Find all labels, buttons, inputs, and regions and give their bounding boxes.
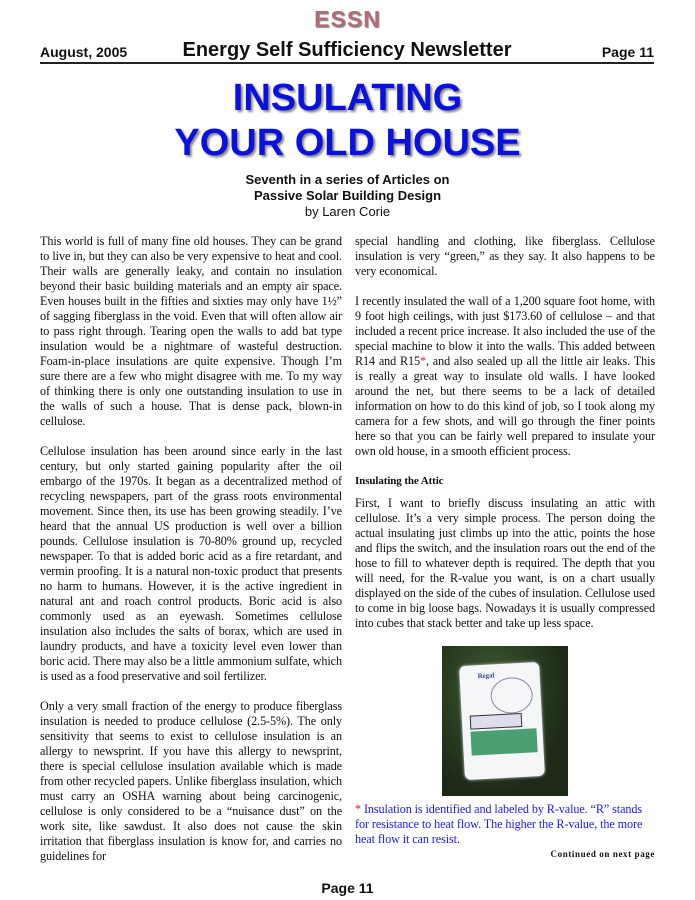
- title-line-2: YOUR OLD HOUSE: [174, 122, 521, 164]
- paragraph-text: I recently insulated the wall of a 1,200 square foot home, with 9 foot high ceilings, with just $173.60 of cellulose – and that included a recent price increase. It also included the use of the special machine to blow it into the walls. This added between R14 and R15: [355, 294, 655, 368]
- bag-brand: Regal: [477, 671, 495, 681]
- paragraph: special handling and clothing, like fiberglass. Cellulose insulation is very “green,” as they say. It also happens to be very economical.: [355, 234, 655, 278]
- bag-label-circle: [490, 676, 534, 714]
- page-number: Page 11: [601, 44, 654, 60]
- paragraph: [355, 294, 655, 459]
- footnote-text: Insulation is identified and labeled by R-value. “R” stands for resistance to heat flow. The higher the R-value, the more heat flow it can resist.: [355, 802, 643, 846]
- issue-date: August, 2005: [40, 44, 128, 60]
- subtitle-line-1: Seventh in a series of Articles on: [245, 172, 450, 187]
- section-heading: Insulating the Attic: [355, 475, 444, 487]
- house-graphic: [470, 713, 523, 730]
- footnote: [355, 802, 655, 847]
- title-line-1: INSULATING: [232, 77, 463, 119]
- right-column: [355, 234, 655, 860]
- essn-logo: ESSN: [314, 6, 381, 32]
- paragraph-text: , and also sealed up all the little air leaks. This is really a great way to insulate old walls. I have looked around the net, but there seems to be a lack of detailed information on how to do this kind of job, so I took along my camera for a few shots, and will go through the finer points here so that you can be fairly well prepared to insulate your own old house, in a smooth efficient process.: [355, 354, 655, 458]
- footer-page-number: Page 11: [321, 880, 374, 896]
- article-subtitle: [0, 172, 695, 220]
- paragraph: Cellulose insulation has been around since early in the last century, but only started gaining popularity after the oil embargo of the 1970s. It began as a decentralized method of recycling newspapers, part of the grass roots environmental movement. Since then, its use has been growing steadily. I’ve heard that the annual US production is well over a billion pounds. Cellulose insulation is 70-80% ground up, recycled newspaper. To that is added boric acid as a fire retardant, and vermin proofing. It is a natural non-toxic product that presents no harm to humans. However, it is the active ingredient in natural ant and roach control products. Boric acid is also commonly used as an eyewash. Sometimes cellulose insulation also includes the salts of borax, which are used in laundry products, and have a toxicity level even lower than boric acid. There may also be a little ammonium sulfate, which is used as a food preservative and soil fertilizer.: [40, 444, 342, 683]
- paragraph: Only a very small fraction of the energy to produce fiberglass insulation is needed to produce cellulose (2.5-5%). The only sensitivity that seems to exist to cellulose insulation is an allergy to newsprint. If you have this allergy to newsprint, there is special cellulose insulation available which is made from other recycled papers. Unlike fiberglass insulation, which must carry an OSHA warning about being carcinogenic, cellulose is only considered to be a “nuisance dust” on the work site, like sawdust. It also does not cause the skin irritation that fiberglass insulation is know for, and carries no guidelines for: [40, 699, 342, 863]
- bag-chart-panel: [471, 728, 538, 755]
- paragraph: First, I want to briefly discuss insulating an attic with cellulose. It’s a very simple process. The person doing the actual insulating just climbs up into the attic, points the hose and flips the switch, and the insulation roars out the end of the hose to fill to whatever depth is required. The depth that you will need, for the R-value you want, is on a chart usually displayed on the side of the cubes of insulation. Cellulose used to come in big loose bags. Nowadays it is usually compressed into cubes that stack better and take up less space.: [355, 496, 655, 630]
- insulation-bag-photo: [442, 646, 568, 796]
- masthead: [40, 40, 654, 64]
- paragraph: This world is full of many fine old houses. They can be grand to live in, but they can also be very expensive to heat and cool. Their walls are generally leaky, and contain no insulation beyond their basic building materials and an empty air space. Even houses built in the fifties and sixties may only have 1½” of sagging fiberglass in the void. Even that will often allow air to pass right through. Tearing open the walls to add bat type insulation would be a nightmare of wasteful destruction. Foam-in-place insulations are quite expensive. Though I’m sure there are a few who might disagree with me. To my way of thinking there is only one outstanding insulation to use in the walls of such a house. That is dense pack, blown-in cellulose.: [40, 234, 342, 428]
- newsletter-title: Energy Self Sufficiency Newsletter: [182, 39, 512, 61]
- subtitle-line-2: Passive Solar Building Design: [253, 188, 442, 203]
- footnote-marker: *: [420, 354, 427, 368]
- continued-notice: Continued on next page: [550, 849, 655, 859]
- left-column: [40, 234, 342, 879]
- byline: by Laren Corie: [304, 204, 391, 219]
- article-title: [0, 76, 695, 166]
- footnote-marker: *: [355, 802, 361, 816]
- insulation-bag: [459, 662, 545, 780]
